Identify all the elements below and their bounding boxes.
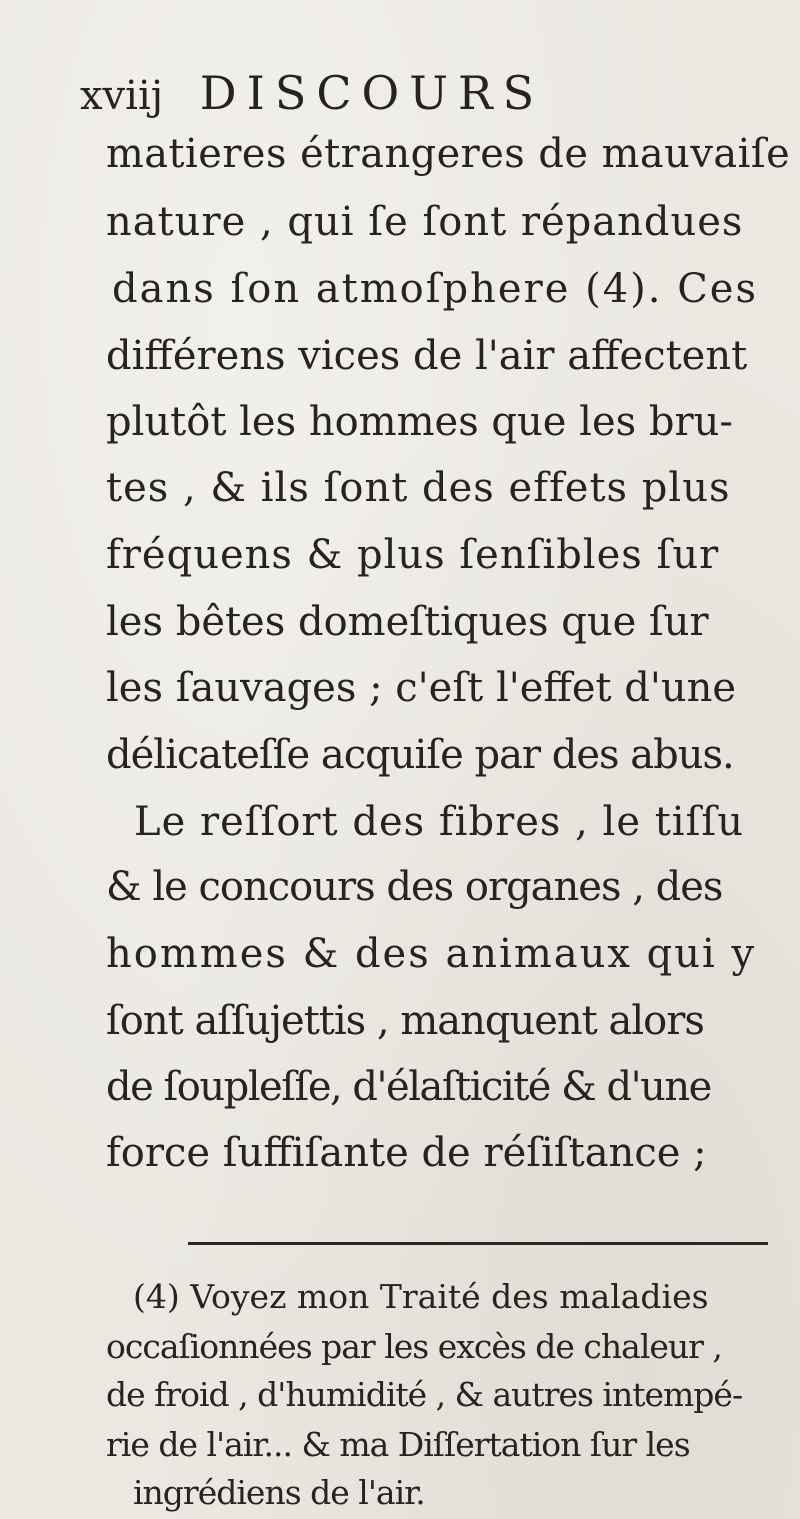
footnote-line: occaſionnées par les excès de chaleur ,	[106, 1327, 722, 1366]
text-line: les bêtes domeſtiques que ſur	[106, 599, 709, 645]
text-line: tes , & ils ſont des effets plus	[106, 465, 731, 511]
page-header	[80, 66, 545, 120]
running-title: DISCOURS	[199, 66, 545, 120]
text-line: les ſauvages ; c'eſt l'effet d'une	[106, 665, 737, 711]
footnote-separator	[188, 1242, 768, 1245]
text-line: plutôt les hommes que les bru-	[106, 399, 733, 445]
text-line: fréquens & plus ſenſibles ſur	[106, 532, 720, 578]
footnote-line: ingrédiens de l'air.	[133, 1473, 425, 1512]
page-number: xviij	[80, 73, 164, 119]
text-line: différens vices de l'air affectent	[106, 333, 748, 379]
footnote-line: (4) Voyez mon Traité des maladies	[133, 1277, 709, 1316]
text-line: dans ſon atmoſphere (4). Ces	[112, 266, 758, 312]
text-line: de ſoupleſſe, d'élaſticité & d'une	[106, 1064, 711, 1110]
text-line: Le reſſort des fibres , le tiſſu	[134, 799, 744, 845]
text-line: & le concours des organes , des	[106, 864, 723, 910]
text-line: matieres étrangeres de mauvaiſe	[106, 131, 791, 177]
footnote-line: de froid , d'humidité , & autres intempé-	[106, 1375, 743, 1414]
text-line: force ſuffiſante de réſiſtance ;	[106, 1130, 707, 1176]
text-line: ſont aſſujettis , manquent alors	[106, 998, 704, 1044]
text-line: délicateſſe acquiſe par des abus.	[106, 732, 734, 778]
footnote-line: rie de l'air... & ma Diſſertation ſur les	[106, 1425, 690, 1464]
text-line: nature , qui ſe ſont répandues	[106, 199, 744, 245]
text-line: hommes & des animaux qui y	[106, 931, 757, 977]
